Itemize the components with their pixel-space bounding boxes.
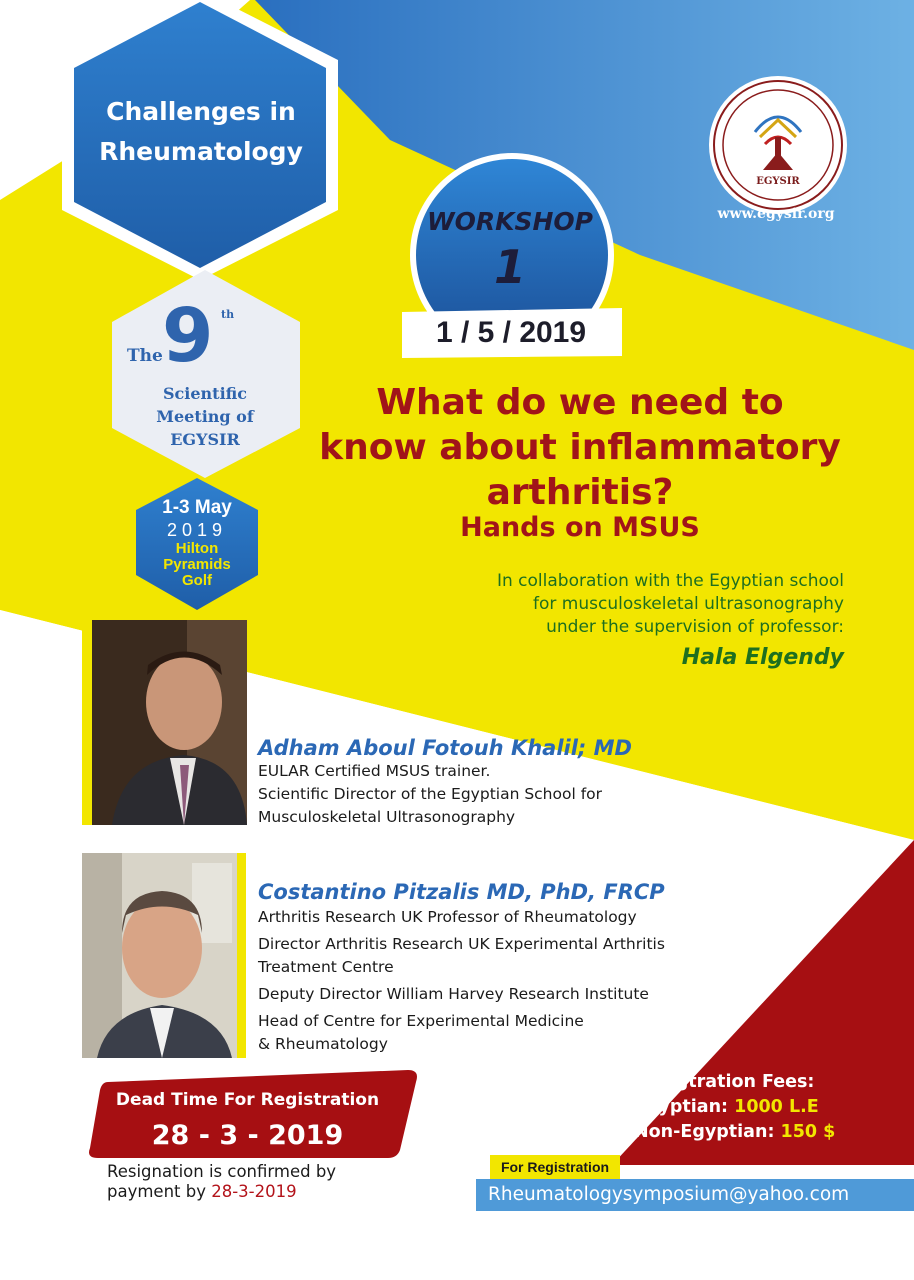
fees-egyptian <box>634 1095 835 1120</box>
speaker1-line: EULAR Certified MSUS trainer. <box>258 762 491 780</box>
speaker2-line: Deputy Director William Harvey Research Institute <box>258 985 649 1003</box>
speaker1-info <box>258 736 718 829</box>
speaker1-photo <box>92 620 247 825</box>
collab-line3: under the supervision of professor: <box>546 617 844 637</box>
confirmation-line2 <box>107 1182 336 1202</box>
website-link[interactable]: www.egysir.org <box>717 206 835 222</box>
speaker2-line: Head of Centre for Experimental Medicine <box>258 1012 584 1030</box>
event-title <box>70 92 332 172</box>
speaker2-line: & Rheumatology <box>258 1035 388 1053</box>
logo-name: EGYSIR <box>756 176 800 187</box>
meeting-line1: Scientific <box>162 384 248 403</box>
venue-line1: Hilton <box>175 540 219 557</box>
event-title-line1: Challenges in <box>106 97 296 126</box>
date-year: 2019 <box>166 520 228 540</box>
fees-egyptian-label: Egyptian: <box>634 1097 735 1117</box>
title-line2: know about inflammatory <box>319 427 841 468</box>
event-dates <box>138 497 256 589</box>
fees-foreign-label: Non-Egyptian: <box>634 1122 781 1142</box>
confirmation-date: 28-3-2019 <box>211 1182 297 1201</box>
deadline-label: Dead Time For Registration <box>115 1090 380 1110</box>
logo-emblem-icon <box>715 82 841 208</box>
fees-egyptian-value: 1000 L.E <box>734 1097 819 1117</box>
registration-label: For Registration <box>490 1155 620 1179</box>
speaker2-line: Director Arthritis Research UK Experimental Arthritis <box>258 935 665 953</box>
event-title-line2: Rheumatology <box>99 137 303 166</box>
speaker1-line: Musculoskeletal Ultrasonography <box>258 808 516 826</box>
venue-line3: Golf <box>182 572 212 589</box>
workshop-number: 1 <box>493 240 526 294</box>
workshop-label: WORKSHOP <box>427 207 593 236</box>
speaker1-line: Scientific Director of the Egyptian School for <box>258 785 603 803</box>
meeting-number: 9 <box>162 293 214 379</box>
title-line3: arthritis? <box>486 472 674 513</box>
supervisor-name: Hala Elgendy <box>681 645 844 670</box>
collab-line1: In collaboration with the Egyptian school <box>496 571 844 591</box>
photo2-accent <box>236 853 246 1058</box>
photo1-accent <box>82 620 92 825</box>
collab-line2: for musculoskeletal ultrasonography <box>533 594 844 614</box>
speaker2-portrait-icon <box>82 853 237 1058</box>
venue-line2: Pyramids <box>163 556 231 573</box>
workshop-title <box>300 380 860 515</box>
workshop-date: 1 / 5 / 2019 <box>435 316 587 349</box>
meeting-the: The <box>127 346 163 366</box>
speaker2-photo <box>82 853 237 1058</box>
registration-email-link[interactable]: Rheumatologysymposium@yahoo.com <box>476 1179 914 1211</box>
egysir-logo <box>713 80 843 210</box>
workshop-subtitle: Hands on MSUS <box>460 512 700 543</box>
deadline-date: 28 - 3 - 2019 <box>151 1120 344 1151</box>
meeting-suffix: th <box>221 308 235 321</box>
speaker1-name: Adham Aboul Fotouh Khalil; MD <box>258 736 632 760</box>
speaker2-line: Arthritis Research UK Professor of Rheumatology <box>258 908 637 926</box>
meeting-line2: Meeting of <box>156 407 254 426</box>
date-range: 1-3 May <box>162 497 232 518</box>
meeting-description <box>130 382 280 451</box>
speaker2-line: Treatment Centre <box>258 958 394 976</box>
registration-fees <box>634 1070 835 1145</box>
fees-foreign-value: 150 $ <box>780 1122 836 1142</box>
fees-foreign <box>634 1120 835 1145</box>
collaboration-text <box>414 570 844 639</box>
speaker1-portrait-icon <box>92 620 247 825</box>
speaker2-name: Costantino Pitzalis MD, PhD, FRCP <box>258 880 665 904</box>
confirmation-note <box>107 1162 336 1202</box>
speaker2-info <box>258 880 728 1056</box>
meeting-line3: EGYSIR <box>170 430 240 449</box>
title-line1: What do we need to <box>376 382 784 423</box>
fees-heading: Resigtration Fees: <box>634 1072 815 1092</box>
confirmation-line1: Resignation is confirmed by <box>107 1162 337 1181</box>
confirmation-prefix: payment by <box>107 1182 212 1201</box>
